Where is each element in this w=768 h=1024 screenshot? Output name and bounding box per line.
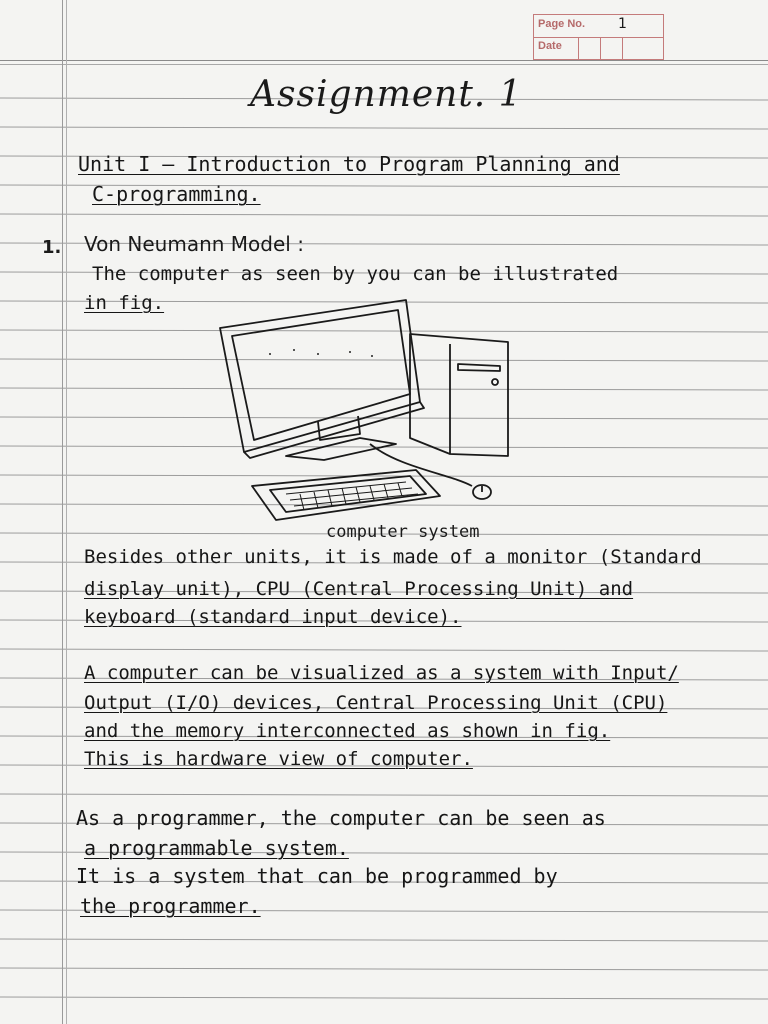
para2-line-1: A computer can be visualized as a system with Input/ bbox=[84, 662, 679, 684]
para3-line-1: As a programmer, the computer can be seen as bbox=[76, 806, 606, 830]
unit-heading-line-2: C-programming. bbox=[92, 182, 261, 206]
para3-line-2: a programmable system. bbox=[84, 836, 349, 860]
ruled-line bbox=[0, 127, 768, 129]
ruled-line bbox=[0, 794, 768, 796]
top-rule bbox=[0, 60, 768, 61]
ruled-line bbox=[0, 649, 768, 651]
date-divider bbox=[600, 37, 601, 59]
ruled-line bbox=[0, 997, 768, 999]
page-no-value: 1 bbox=[618, 16, 627, 32]
para1-line-1: Besides other units, it is made of a monitor (Standard bbox=[84, 546, 702, 568]
intro-line-1: The computer as seen by you can be illustrated bbox=[92, 263, 619, 285]
para3-line-3: It is a system that can be programmed by bbox=[76, 864, 558, 888]
para2-line-2: Output (I/O) devices, Central Processing Unit (CPU) bbox=[84, 692, 668, 714]
page-title: Assignment. 1 bbox=[250, 74, 523, 115]
para2-line-3: and the memory interconnected as shown in fig. bbox=[84, 720, 611, 742]
ruled-line bbox=[0, 968, 768, 970]
figure-caption: computer system bbox=[326, 522, 480, 542]
para1-line-3: keyboard (standard input device). bbox=[84, 606, 462, 628]
page-no-label: Page No. bbox=[538, 18, 586, 30]
question-number: 1. bbox=[42, 237, 62, 258]
computer-system-icon bbox=[210, 298, 520, 523]
para2-line-4: This is hardware view of computer. bbox=[84, 748, 473, 770]
date-divider bbox=[578, 37, 579, 59]
ruled-line bbox=[0, 939, 768, 941]
ruled-line bbox=[0, 214, 768, 216]
date-row bbox=[534, 37, 663, 59]
date-label: Date bbox=[538, 40, 562, 52]
page-no-date-box bbox=[533, 14, 664, 60]
para1-line-2: display unit), CPU (Central Processing Unit) and bbox=[84, 578, 634, 600]
unit-heading-line-1: Unit I – Introduction to Program Planning and bbox=[78, 152, 620, 176]
intro-line-2: in fig. bbox=[84, 292, 165, 314]
margin-line-secondary bbox=[66, 0, 67, 1024]
question-heading: Von Neumann Model : bbox=[84, 232, 304, 256]
para3-line-4: the programmer. bbox=[80, 894, 261, 918]
date-divider bbox=[622, 37, 623, 59]
top-rule-secondary bbox=[0, 64, 768, 65]
margin-line bbox=[62, 0, 63, 1024]
page-no-row bbox=[534, 15, 663, 38]
